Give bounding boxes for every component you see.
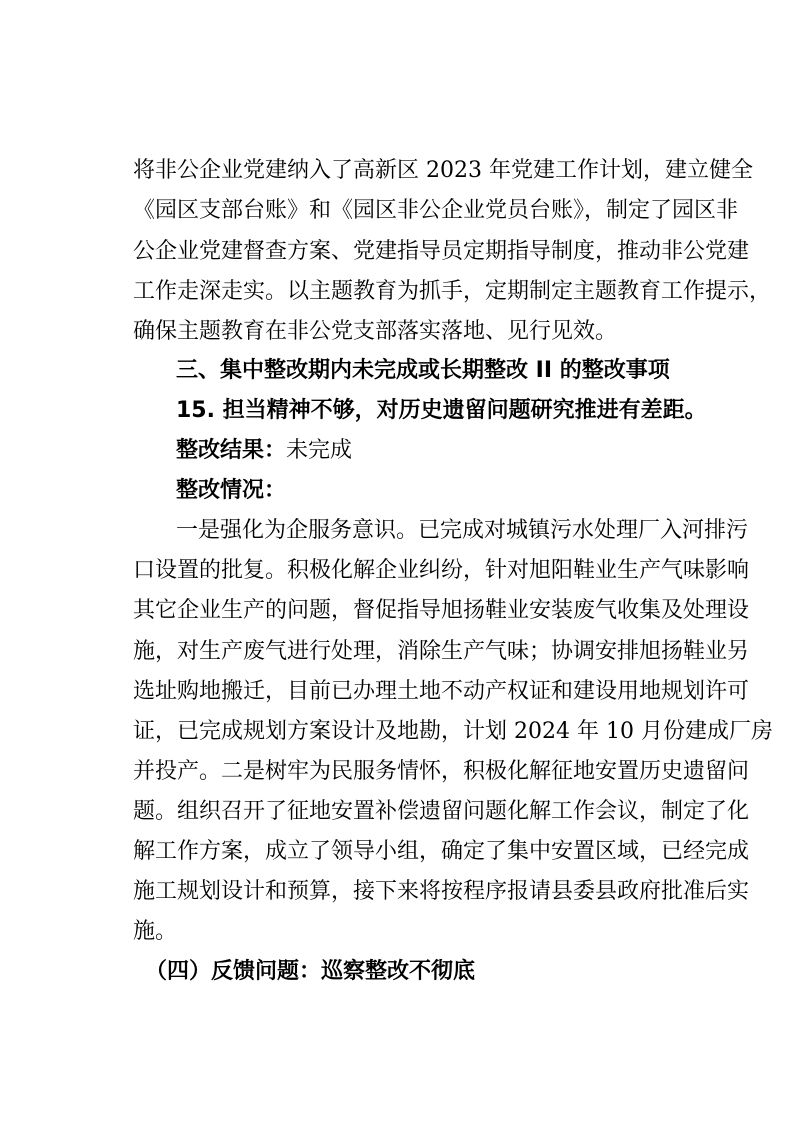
intro-line-5: 确保主题教育在非公党支部落实落地、见行见效。 [133,319,618,344]
body-line-11: 施。 [133,919,178,944]
intro-line-3: 公企业党建督查方案、党建指导员定期指导制度，推动非公党建 [133,239,750,264]
result-row [176,436,352,466]
body-line-3: 其它企业生产的问题，督促指导旭扬鞋业安装废气收集及处理设 [133,598,750,623]
item-title: 15. 担当精神不够，对历史遗留问题研究推进有差距。 [176,398,707,423]
body-line-7: 并投产。二是树牢为民服务情怀，积极化解征地安置历史遗留问 [133,759,750,784]
intro-line-2: 《园区支部台账》和《园区非公企业党员台账》，制定了园区非 [133,198,739,223]
body-line-8: 题。组织召开了征地安置补偿遗留问题化解工作会议，制定了化 [133,799,750,824]
intro-line-4: 工作走深走实。以主题教育为抓手，定期制定主题教育工作提示， [133,279,772,304]
intro-line-1: 将非公企业党建纳入了高新区 2023 年党建工作计划，建立健全 [133,158,753,183]
body-line-4: 施，对生产废气进行处理，消除生产气味；协调安排旭扬鞋业另 [133,639,750,664]
feedback-heading: （四）反馈问题：巡察整改不彻底 [145,959,476,984]
body-line-1: 一是强化为企服务意识。已完成对城镇污水处理厂入河排污 [176,518,749,543]
body-line-5: 选址购地搬迁，目前已办理土地不动产权证和建设用地规划许可 [133,679,750,704]
result-value: 未完成 [286,438,353,463]
section-heading: 三、集中整改期内未完成或长期整改 II 的整改事项 [176,358,670,383]
body-line-10: 施工规划设计和预算，接下来将按程序报请县委县政府批准后实 [133,879,750,904]
body-line-6: 证，已完成规划方案设计及地勘，计划 2024 年 10 月份建成厂房 [133,719,773,744]
body-line-9: 解工作方案，成立了领导小组，确定了集中安置区域，已经完成 [133,839,750,864]
result-label: 整改结果： [176,438,287,463]
body-line-2: 口设置的批复。积极化解企业纠纷，针对旭阳鞋业生产气味影响 [133,558,750,583]
status-label: 整改情况： [176,478,287,503]
